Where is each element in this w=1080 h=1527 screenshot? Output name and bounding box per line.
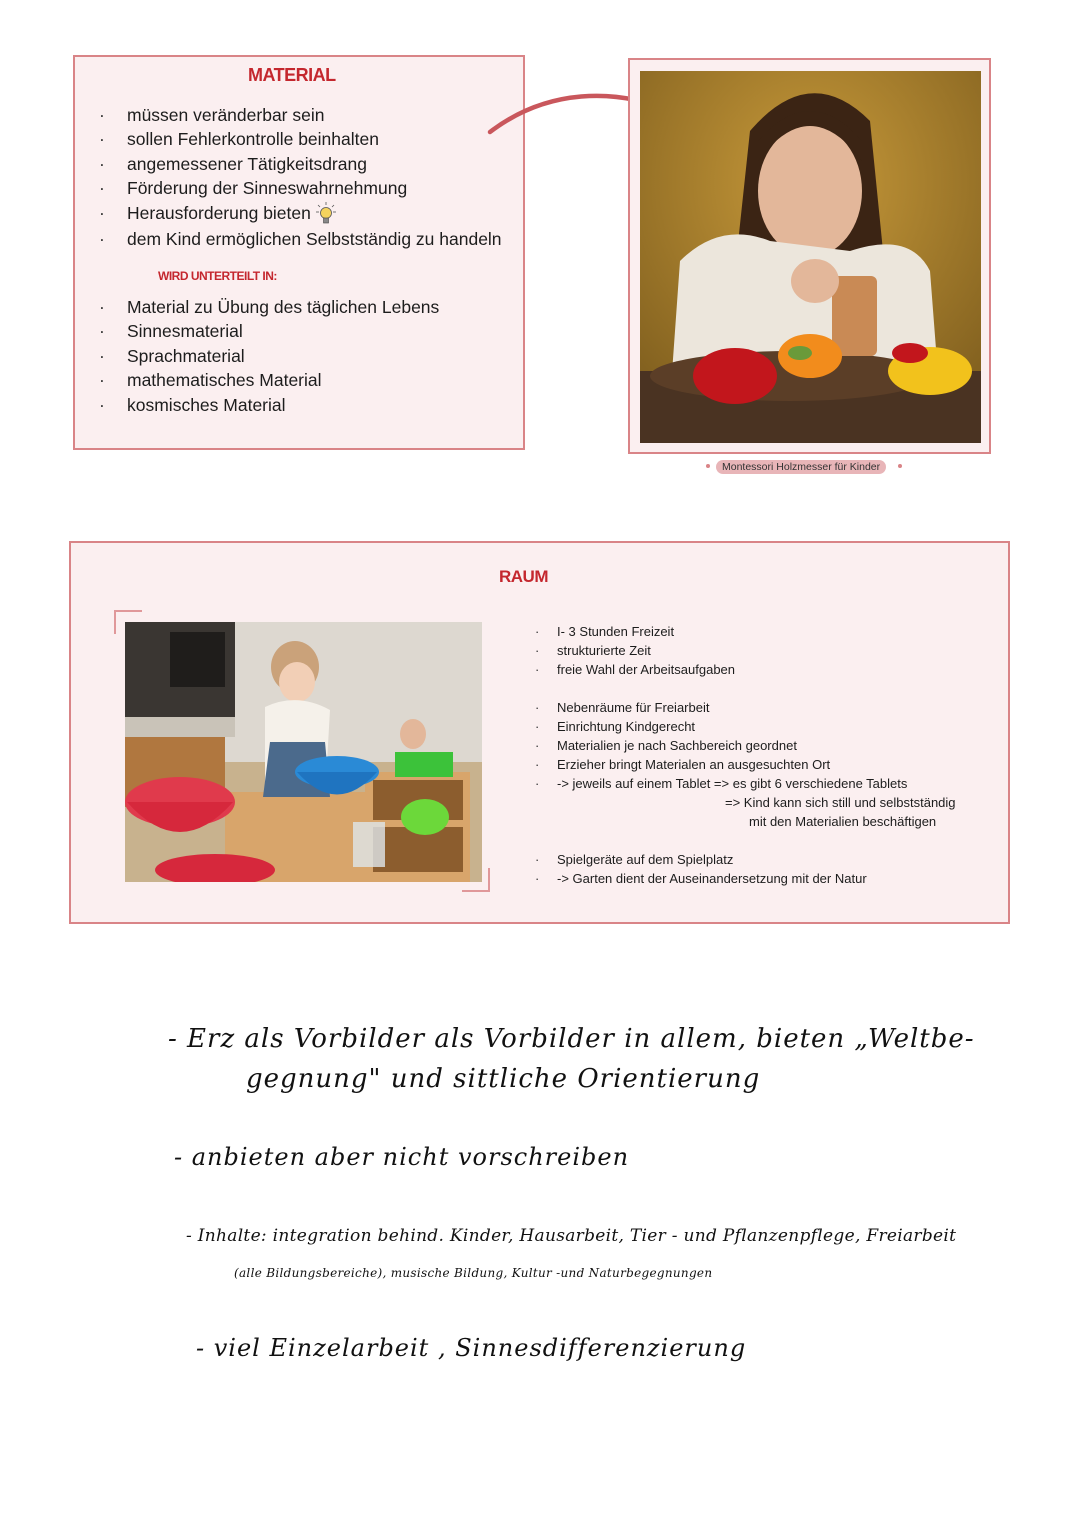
list-item: · Spielgeräte auf dem Spielplatz <box>557 850 956 869</box>
handwritten-note: - Erz als Vorbilder als Vorbilder in allem, bieten „Weltbe- <box>168 1024 975 1054</box>
list-item: · Materialien je nach Sachbereich geordnet <box>557 736 956 755</box>
list-item <box>127 201 502 227</box>
list-spacer <box>557 831 956 850</box>
list-item: · Nebenräume für Freiarbeit <box>557 698 956 717</box>
handwritten-note: - viel Einzelarbeit , Sinnesdifferenzierung <box>196 1334 747 1362</box>
photo-child-classroom <box>125 622 482 882</box>
list-item: · mathematisches Material <box>127 368 439 392</box>
handwritten-note: - anbieten aber nicht vorschreiben <box>174 1143 630 1171</box>
material-title: MATERIAL <box>248 65 336 85</box>
list-item: · Förderung der Sinneswahrnehmung <box>127 176 502 200</box>
list-item: · I- 3 Stunden Freizeit <box>557 622 956 641</box>
list-item: · -> jeweils auf einem Tablet => es gibt 6 verschiedene Tablets <box>557 774 956 793</box>
lightbulb-icon <box>315 201 337 227</box>
handwritten-note: (alle Bildungsbereiche), musische Bildung, Kultur -und Naturbegegnungen <box>234 1266 713 1280</box>
list-item-continuation: => Kind kann sich still und selbstständig <box>725 795 956 810</box>
list-item: · angemessener Tätigkeitsdrang <box>127 152 502 176</box>
list-item: · dem Kind ermöglichen Selbstständig zu handeln <box>127 227 502 251</box>
material-types-list <box>127 295 439 417</box>
raum-list <box>557 622 956 888</box>
list-item: · sollen Fehlerkontrolle beinhalten <box>127 127 502 151</box>
list-spacer <box>557 679 956 698</box>
list-item: · kosmisches Material <box>127 393 439 417</box>
photo-caption: Montessori Holzmesser für Kinder <box>716 460 886 474</box>
handwritten-note: - Inhalte: integration behind. Kinder, Hausarbeit, Tier - und Pflanzenpflege, Freiarbeit <box>186 1226 957 1246</box>
list-item-text: Herausforderung bieten <box>127 202 311 223</box>
list-item: · Einrichtung Kindgerecht <box>557 717 956 736</box>
caption-dot <box>898 464 902 468</box>
raum-title: RAUM <box>499 567 548 586</box>
list-item: · Material zu Übung des täglichen Lebens <box>127 295 439 319</box>
photo-girl-cutting-peppers <box>640 71 981 443</box>
list-item: · freie Wahl der Arbeitsaufgaben <box>557 660 956 679</box>
list-item-continuation: mit den Materialien beschäftigen <box>749 814 937 829</box>
list-item: · -> Garten dient der Auseinandersetzung mit der Natur <box>557 869 956 888</box>
material-properties-list <box>127 103 502 251</box>
list-item: · Sprachmaterial <box>127 344 439 368</box>
material-subheading: WIRD UNTERTEILT IN: <box>158 269 277 283</box>
handwritten-note: gegnung" und sittliche Orientierung <box>246 1064 761 1094</box>
list-item: · Sinnesmaterial <box>127 319 439 343</box>
list-item: · Erzieher bringt Materialen an ausgesuchten Ort <box>557 755 956 774</box>
list-item: · müssen veränderbar sein <box>127 103 502 127</box>
caption-dot <box>706 464 710 468</box>
list-item: · strukturierte Zeit <box>557 641 956 660</box>
